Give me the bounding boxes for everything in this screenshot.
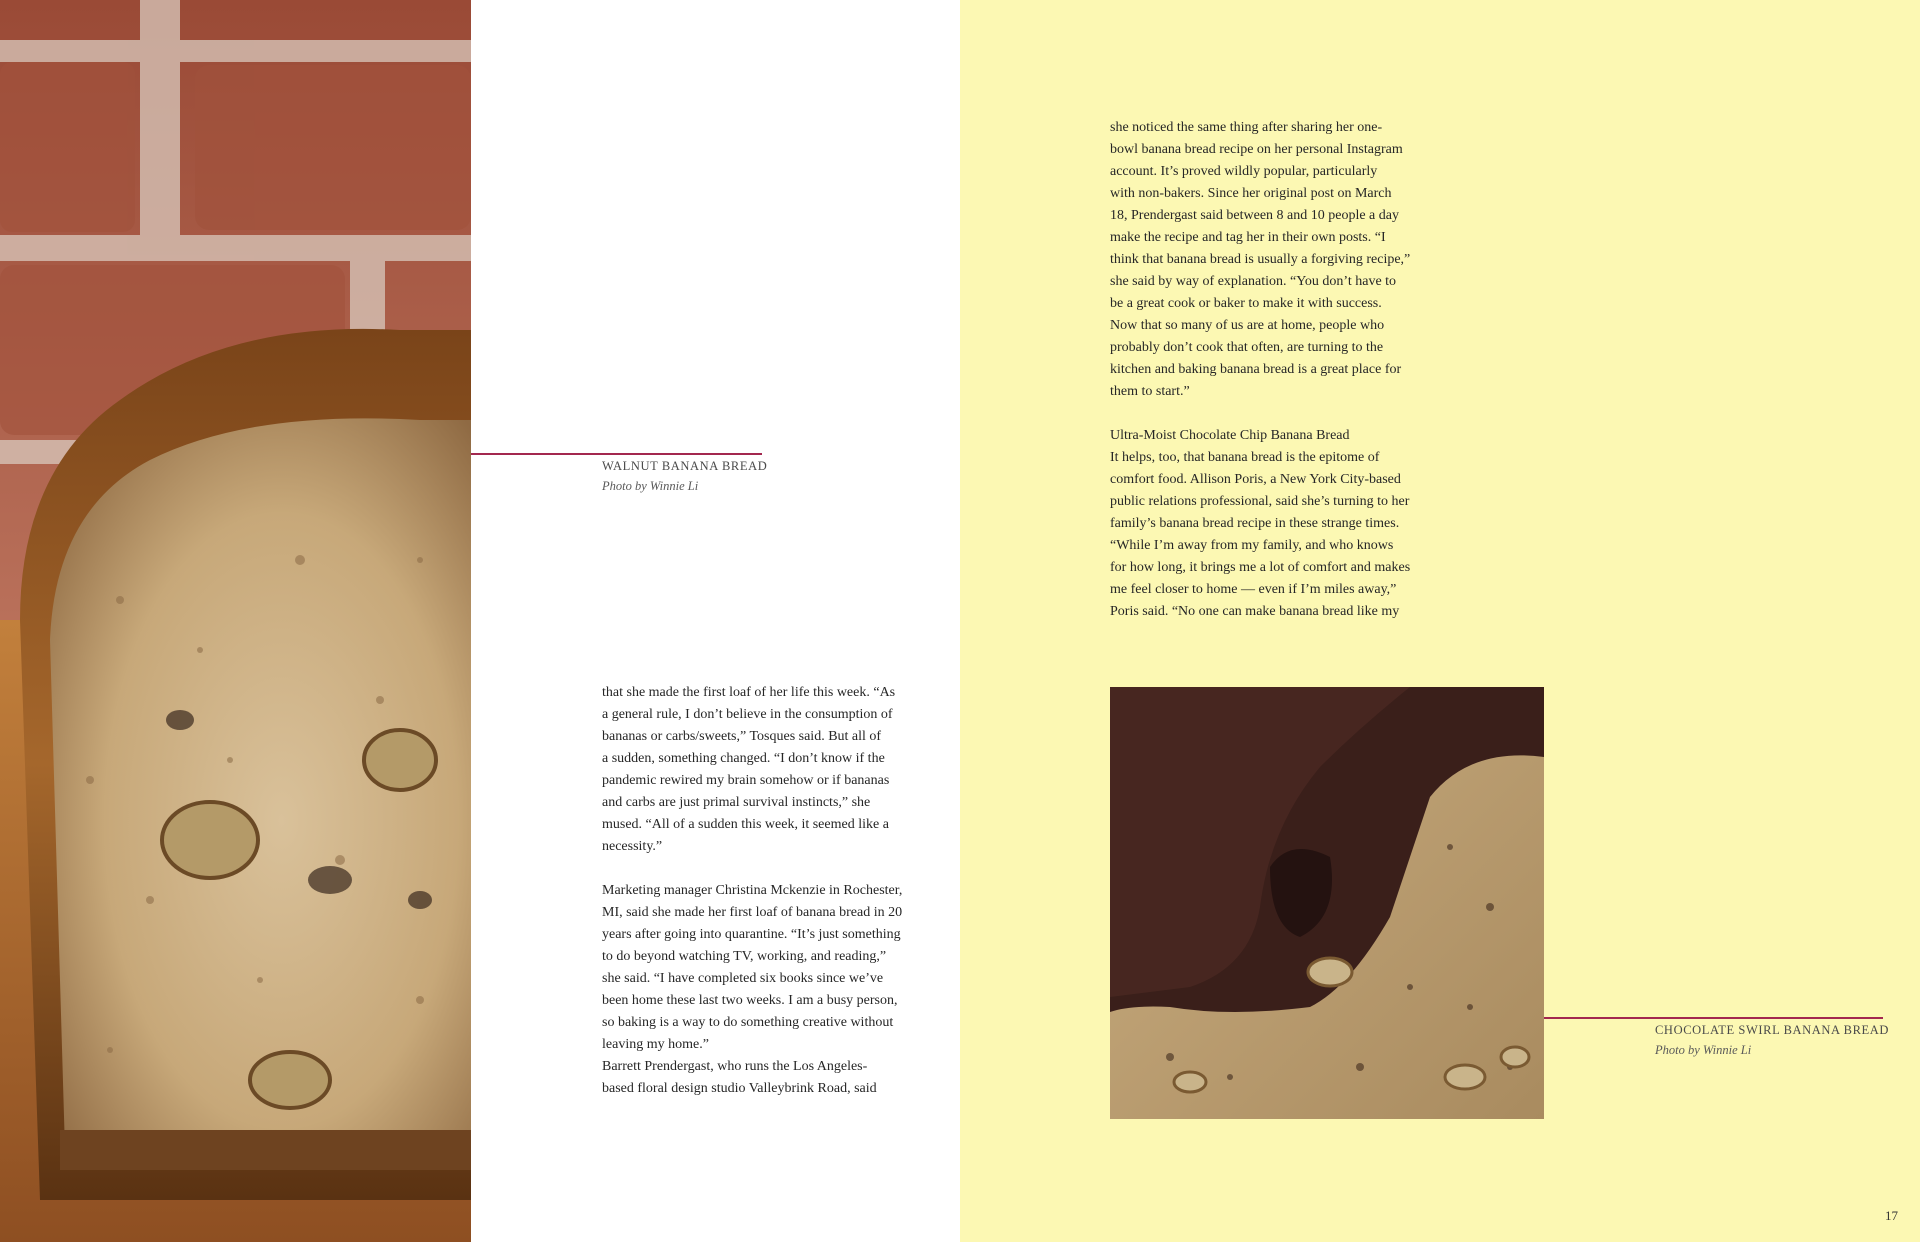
caption-rule-left bbox=[471, 453, 762, 455]
caption-title-right: CHOCOLATE SWIRL BANANA BREAD bbox=[1655, 1023, 1890, 1037]
caption-credit-left: Photo by Winnie Li bbox=[602, 479, 699, 493]
caption-credit-right: Photo by Winnie Li bbox=[1655, 1043, 1752, 1057]
walnut-banana-bread-photo bbox=[0, 0, 471, 1242]
caption-rule-right bbox=[1544, 1017, 1883, 1019]
caption-title-left: WALNUT BANANA BREAD bbox=[602, 459, 768, 473]
body-column-left: that she made the first loaf of her life this week. “As a general rule, I don’t believe in the consumption of bananas or carbs/sweets,” Tosques said. But all of a sudden, something changed. “I don’t know if the pandemic rewired my brain somehow or if bananas and carbs are just primal survival instincts,” she mused. “All of a sudden this week, it seemed like a necessity.” Marketing manager Christina Mckenzie in Rochester, MI, said she made her first loaf of banana bread in 20 years after going into quarantine. “It’s just something to do beyond watching TV, working, and reading,” she said. “I have completed six books since we’ve been home these last two weeks. I am a busy person, so baking is a way to do something creative without leaving my home.” Barrett Prendergast, who runs the Los Angeles- based floral design studio Valleybrink Road, said bbox=[602, 685, 903, 1096]
page-number: 17 bbox=[1885, 1208, 1898, 1223]
body-column-right: she noticed the same thing after sharing her one- bowl banana bread recipe on her personal Instagram account. It’s proved wildly popular, particularly with non-bakers. Since her original post on March 18, Prendergast said between 8 and 10 people a day make the recipe and tag her in their own posts. “I think that banana bread is usually a forgiving recipe,” she said by way of explanation. “You don’t have to be a great cook or baker to make it with success. Now that so many of us are at home, people who probably don’t cook that often, are turning to the kitchen and baking banana bread is a great place for them to start.” Ultra-Moist Chocolate Chip Banana Bread It helps, too, that banana bread is the epitome of comfort food. Allison Poris, a New York City-based public relations professional, said she’s turning to her family’s banana bread recipe in these strange times. “While I’m away from my family, and who knows for how long, it brings me a lot of comfort and makes me feel closer to home — even if I’m miles away,” Poris said. “No one can make banana bread like my bbox=[1110, 120, 1411, 619]
chocolate-swirl-banana-bread-photo bbox=[1110, 687, 1544, 1119]
